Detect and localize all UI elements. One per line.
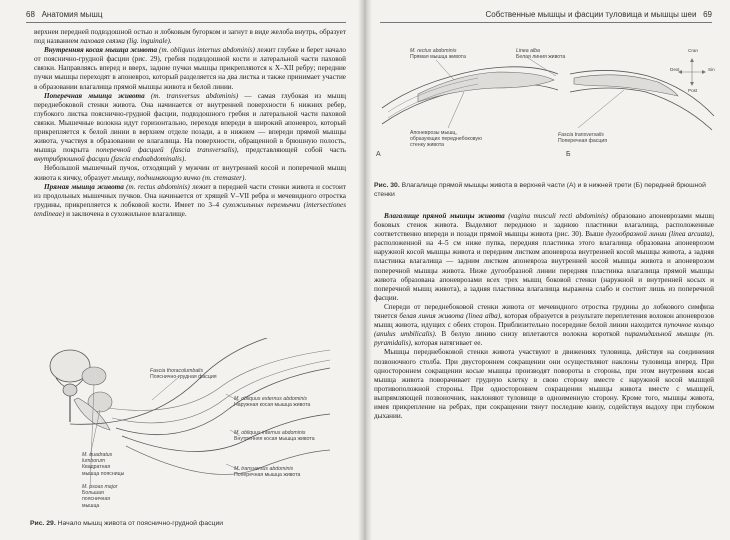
text-run: лежит глубже и берет начало от пояснично-грудной фасции (рис. 29), гребня подвздошной кости и латеральной части паховой связки. Направляясь вперед и вверх, задние пучки мышцы прикрепляются к X–XII ребру; передние пучки мышцы переходят в апоневроз, который разделяется на два листка и также принимает участие в образовании влагалища прямой мышцы живота и белой линии. bbox=[34, 46, 346, 91]
compass-top: Cran bbox=[688, 48, 698, 53]
label-text: Апоневрозы мышц, bbox=[410, 130, 457, 136]
paragraph bbox=[374, 303, 714, 348]
figure-29-illustration bbox=[30, 338, 350, 514]
term: мышцу, поднимающую яичко (m. cremaster) bbox=[112, 173, 245, 182]
term-heading: Поперечная мышца живота bbox=[44, 91, 145, 100]
leader-line bbox=[578, 90, 624, 128]
text-run: , которая образуется в результате переплетения волокон апоневрозов мышц живота, идущих с обеих сторон. Приблизительно посередине белой линии находится bbox=[374, 312, 714, 330]
term: пирамидальной мышцы (m. pyramidalis) bbox=[374, 330, 715, 348]
paragraph bbox=[34, 28, 346, 46]
leader-line bbox=[528, 58, 556, 76]
label-latin: Fascia thoracolumbalis bbox=[150, 368, 204, 374]
compass-left: Dext bbox=[670, 67, 680, 72]
spinal-canal bbox=[63, 384, 77, 396]
term-latin: (lig. inguinale). bbox=[125, 37, 172, 46]
leader-line bbox=[448, 92, 464, 128]
rectus-muscle-a bbox=[418, 72, 554, 102]
text-run: . bbox=[244, 173, 247, 182]
page-header-right bbox=[485, 10, 712, 19]
text-run: , расположенной на 4–5 см ниже пупка, передняя пластинка этого влагалища образована апоневрозом наружной косой мышцы живота и передним листком апоневроза внутренней косой мышцы живота, а задняя пластинка влагалища — задним листком апоневроза внутренней косой мышцы живота и апоневрозом поперечной мышцы живота. Ниже дугообразной линии передняя пластинка влагалища прямой мышцы живота образована апоневрозами всех трех мышц боковой стенки (наружной и внутренней косых и поперечной мышц живота), а задняя пластинка влагалища выражена слабо и состоит лишь из поперечной фасции. bbox=[374, 230, 714, 302]
label-linea-alba bbox=[516, 48, 565, 60]
term: внутрибрюшной фасции (fascia endoabdominalis) bbox=[34, 155, 185, 164]
caption-text: Начало мышц живота от пояснично-грудной фасции bbox=[57, 520, 224, 527]
header-rule bbox=[26, 22, 346, 23]
term: паховая связка bbox=[80, 37, 126, 46]
label-latin: M. obliquus externus abdominis bbox=[234, 396, 307, 402]
text-run: , представляющей собой часть bbox=[236, 146, 347, 155]
term: сухожильных перемычки (intersectiones tendineae) bbox=[34, 200, 346, 218]
label-quadratus bbox=[82, 452, 126, 477]
label-latin: M. psoas major bbox=[82, 484, 118, 490]
label-text: стенку живота bbox=[410, 142, 445, 149]
term-heading: Внутренняя косая мышца живота bbox=[44, 46, 158, 55]
label-text: образующих переднебоковую bbox=[410, 136, 482, 143]
left-page bbox=[0, 0, 360, 540]
paragraph bbox=[374, 348, 714, 421]
psoas-muscle bbox=[82, 367, 106, 385]
figure-30-caption bbox=[374, 182, 710, 199]
text-run: . В белую линию снизу вплетаются волокна короткой bbox=[434, 330, 625, 339]
label-rectus bbox=[410, 48, 466, 60]
fascia-line bbox=[70, 338, 310, 424]
right-body-text bbox=[374, 212, 714, 421]
text-run: и заключена в сухожильное влагалище. bbox=[64, 209, 187, 218]
rectus-muscle-b bbox=[574, 75, 678, 96]
paragraph bbox=[374, 212, 714, 303]
compass-right: Sin bbox=[708, 67, 715, 72]
caption-text: Влагалище прямой мышцы живота в верхней части (А) и в нижней трети (Б) передней брюшной стенки bbox=[374, 182, 706, 198]
caption-number: Рис. 29. bbox=[30, 520, 56, 527]
leader-line bbox=[436, 60, 454, 80]
paragraph bbox=[34, 46, 346, 91]
text-run: — самая глубокая из мышц переднебоковой стенки живота. Она начинается от внутренней поверхности 6 нижних ребер, глубокого листка пояснично-грудной фасции, подвздошного гребня и латеральной части паховой связки. Мышечные волокна идут горизонтально, переходя впереди в широкий апоневроз, который прикрепляется к белой линии в верхнем отделе позади, а в нижнем — впереди прямой мышцы живота, участвуя в образовании ее влагалища. На поверхности, обращенной в брюшную полость, мышца покрыта bbox=[34, 91, 346, 155]
label-external-oblique bbox=[234, 396, 310, 408]
label-russian: Большая поясничная мышца bbox=[82, 490, 111, 509]
right-page bbox=[370, 0, 730, 540]
arrow-right-icon bbox=[702, 70, 706, 74]
page-number: 69 bbox=[703, 10, 712, 19]
text-run: верхнеи передней подвздошной остью и лобковым бугорком и загнут в виде желоба внутрь, образует под названием bbox=[34, 28, 346, 46]
paragraph bbox=[34, 164, 346, 182]
label-latin: M. quadratus lumborum bbox=[82, 452, 113, 465]
label-fascia bbox=[150, 368, 217, 380]
left-body-text bbox=[34, 28, 346, 219]
label-latin: Fascia transversalis bbox=[558, 132, 604, 138]
caption-number: Рис. 30. bbox=[374, 182, 400, 189]
label-aponeuroses bbox=[410, 130, 482, 149]
term-latin: (m. obliquus internus abdominis) bbox=[157, 46, 257, 55]
label-latin: M. rectus abdominis bbox=[410, 48, 457, 54]
label-latin: M. obliquus internus abdominis bbox=[234, 430, 306, 436]
text-run: . bbox=[184, 155, 187, 164]
sheath-inner-line bbox=[570, 88, 712, 130]
label-russian: Белая линия живота bbox=[516, 54, 566, 61]
term: дугообразной линии (linea arcuata) bbox=[605, 230, 713, 239]
term-latin: (m. rectus abdominis) bbox=[123, 182, 193, 191]
paragraph bbox=[34, 92, 346, 165]
compass-bottom: Post bbox=[688, 88, 698, 93]
arrow-down-icon bbox=[690, 82, 694, 86]
label-russian: Квадратная мышца поясницы bbox=[82, 464, 125, 477]
label-internal-oblique bbox=[234, 430, 315, 442]
page-number: 68 bbox=[26, 10, 35, 19]
text-run: Спереди от переднебоковой стенки живота от мечевидного отростка грудины до лобкового симфиза тянется bbox=[374, 302, 714, 321]
paragraph bbox=[34, 183, 346, 219]
term: белая линия живота (linea alba) bbox=[399, 312, 501, 321]
term-latin: (vagina musculi recti abdominis) bbox=[504, 212, 612, 220]
running-head: Собственные мышцы и фасции туловища и мышцы шеи bbox=[485, 10, 697, 19]
label-russian: Прямая мышца живота bbox=[410, 54, 466, 61]
text-run: образовано апоневрозами мышц боковых стенок живота. Выделяют переднюю и заднюю пластинки влагалища, расположенные соответственно впереди и позади прямой мышцы живота (рис. 30). Выше bbox=[374, 212, 714, 239]
page-number-left bbox=[26, 10, 102, 19]
term: пупочное кольцо (anulus umbilicalis) bbox=[374, 321, 715, 339]
text-run: Небольшой мышечный пучок, отходящий у мужчин от внутренней косой и поперечной мышц живота к яичку, образует bbox=[34, 164, 346, 182]
label-transversalis bbox=[558, 132, 607, 144]
running-head: Анатомия мышц bbox=[41, 10, 103, 19]
label-latin: Linea alba bbox=[516, 48, 540, 54]
arrow-up-icon bbox=[690, 58, 694, 62]
header-rule bbox=[380, 22, 712, 23]
label-russian: Поперечная мышца живота bbox=[234, 472, 301, 479]
figure-29-caption bbox=[30, 520, 346, 529]
term: поперечной фасцией (fascia transversalis) bbox=[95, 146, 237, 155]
label-russian: Поперечная фасция bbox=[558, 138, 608, 145]
label-russian: Внутренняя косая мышца живота bbox=[234, 436, 315, 443]
label-latin: M. transversus abdominis bbox=[234, 466, 294, 472]
term-heading: Прямая мышца живота bbox=[44, 182, 124, 191]
label-psoas bbox=[82, 484, 126, 509]
panel-letter-b: Б bbox=[566, 151, 571, 158]
term-latin: (m. transversus abdominis) bbox=[144, 91, 245, 100]
label-transversus bbox=[234, 466, 300, 478]
term-heading: Влагалище прямой мышцы живота bbox=[384, 212, 505, 220]
text-run: , которая натягивает ее. bbox=[410, 339, 483, 348]
label-russian: Наружная косая мышца живота bbox=[234, 402, 311, 409]
label-russian: Пояснично-грудная фасция bbox=[150, 374, 217, 381]
text-run: Мышцы переднебоковой стенки живота участвуют в движениях туловища, действуя на соединения позвоночного столба. При двустороннем сокращении они осуществляют наклоны туловища вперед. При одностороннем сокращении косые мышцы производят повороты в стороны, при этом внутренняя косая мышца живота поворачивает грудную клетку в свою сторону вместе с наружной косой мышцей противоположной стороны. При одностороннем сокращении мышцы живота вместе с мышцей, выпрямляющей позвоночник, наклоняют туловище в одноименную сторону. Кроме того, мышцы живота, имея прикрепление на ребрах, при сокращении тянут последние книзу, содействуя выдоху при глубоком дыхании. bbox=[374, 348, 714, 421]
panel-letter-a: А bbox=[376, 151, 381, 158]
text-run: лежит в передней части стенки живота и состоит из продольных мышечных пучков. Она начинается от хрящей V–VII ребра и мечевидного отростка грудины, прикрепляется к лобковой кости. Имеет по 3–4 bbox=[34, 182, 346, 209]
